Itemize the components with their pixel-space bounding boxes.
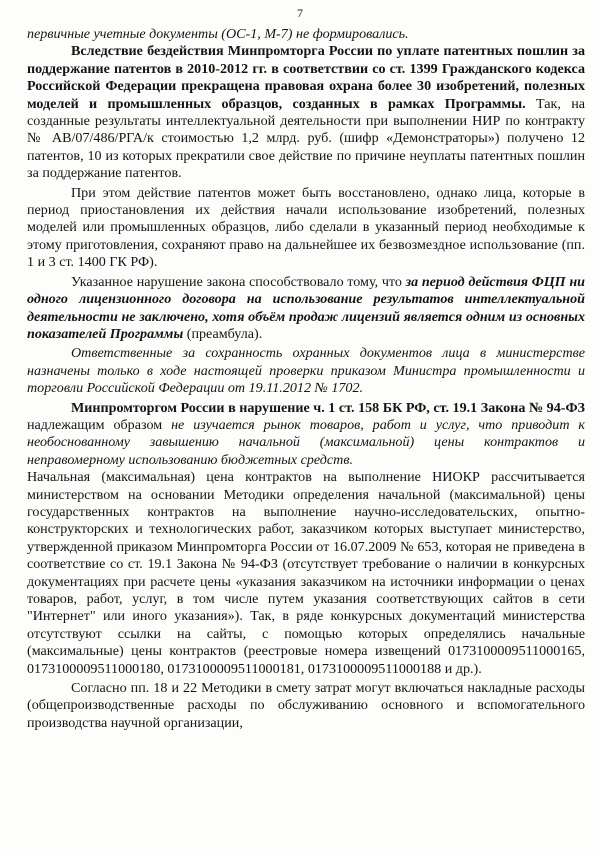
license-violation-text: Указанное нарушение закона способствовало тому, что <box>71 273 406 290</box>
paragraph-patent-restoration <box>27 185 585 272</box>
paragraph-responsible-persons <box>27 345 585 397</box>
license-violation-tail-text: (преамбула). <box>183 325 263 342</box>
license-violation-bold-italic-text: за период действия ФЦП ни одного лицензионного договора на использование результатов интеллектуальной деятельности не заключено, хотя объём продаж лицензий является одним из основных показателей Программы <box>27 273 585 342</box>
document-body <box>27 26 585 732</box>
paragraph-license-violation <box>27 274 585 344</box>
market-study-bold-text: Минпромторгом России в нарушение ч. 1 ст. 158 БК РФ, ст. 19.1 Закона № 94-ФЗ <box>71 399 585 416</box>
paragraph-intro-line <box>27 26 585 43</box>
intro-italic-text: первичные учетные документы (ОС-1, М-7) не формировались. <box>27 26 409 42</box>
patent-fees-bold-text: Вследствие бездействия Минпромторга России по уплате патентных пошлин за поддержание патентов в 2010-2012 гг. в соответствии со ст. 1399 Гражданского кодекса Российской Федерации прекращена правовая охрана более 30 изобретений, полезных моделей и промышленных образцов, созданных в рамках Программы. <box>27 43 585 112</box>
paragraph-market-study <box>27 400 585 470</box>
paragraph-price-methodology <box>27 469 585 678</box>
price-methodology-text: Начальная (максимальная) цена контрактов на выполнение НИОКР рассчитывается министерством на основании Методики определения начальной (максимальной) цены государственных контрактов на выполнение научно-исследовательских, опытно-конструкторских и технологических работ, заказчиком которых выступает министерство, утвержденной приказом Минпромторга России от 16.07.2009 № 653, которая не приведена в соответствие со ст. 19.1 Закона № 94-ФЗ (отсутствует требование о наличии в конкурсных документациях при расчете цены «указания заказчиком на источники информации о ценах товаров, работ, услуг, в том числе путем указания соответствующих сайтов в сети "Интернет" или иного указания»). Так, в ряде конкурсных документаций министерства отсутствуют ссылки на сайты, с помощью которых определялись начальные (максимальные) цены контрактов (реестровые номера извещений 0173100009511000165, 0173100009511000180, 0173100009511000181, 0173100009511000188 и др.). <box>27 469 585 677</box>
overhead-costs-text: Согласно пп. 18 и 22 Методики в смету затрат могут включаться накладные расходы (общепроизводственные расходы по обслуживанию основного и вспомогательного производства научной организации, <box>27 680 585 731</box>
paragraph-patent-fees <box>27 43 585 182</box>
paragraph-overhead-costs <box>27 680 585 732</box>
patent-restoration-text: При этом действие патентов может быть восстановлено, однако лица, которые в период приостановления их действия начали использование изобретений, полезных моделей или промышленных образцов, либо сделали в указанный период необходимые к этому приготовления, сохраняют право на дальнейшее их безвозмездное использование (пп. 1 и 3 ст. 1400 ГК РФ). <box>27 184 585 271</box>
page-number: 7 <box>297 6 303 20</box>
patent-fees-text: Так, на созданные результаты интеллектуальной деятельности при выполнении НИР по контракту № АВ/07/486/РГА/к стоимостью 1,2 млрд. руб. (шифр «Демонстраторы») получено 12 патентов, 10 из которых прекратили свое действие по причине неуплаты патентных пошлин за поддержание патентов. <box>27 95 585 182</box>
market-study-italic-text: не изучается рынок товаров, работ и услуг, что приводит к необоснованному завышению начальной (максимальной) цены контрактов и неправомерному использованию бюджетных средств. <box>27 416 585 468</box>
responsible-persons-italic-text: Ответственные за сохранность охранных документов лица в министерстве назначены только в ходе настоящей проверки приказом Министра промышленности и торговли Российской Федерации от 19.11.2012 № 1702. <box>27 345 585 397</box>
market-study-text: надлежащим образом <box>27 416 172 433</box>
